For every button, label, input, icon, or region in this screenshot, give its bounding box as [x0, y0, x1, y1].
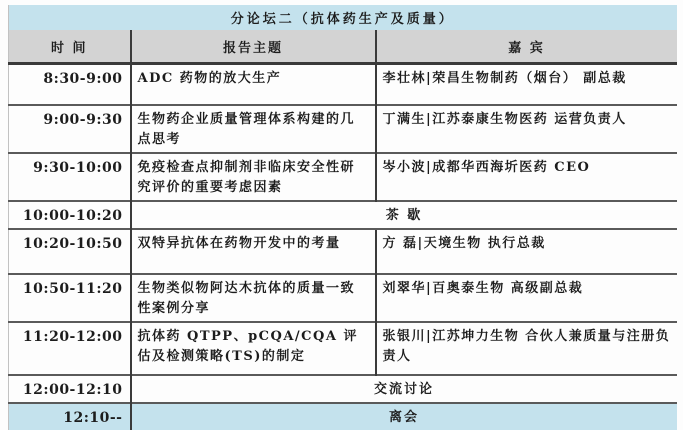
forum-title: 分论坛二（抗体药生产及质量）	[9, 5, 677, 30]
time-cell: 10:00-10:20	[9, 201, 131, 229]
topic-cell: 生物类似物阿达木抗体的质量一致性案例分享	[131, 274, 376, 322]
table-row	[9, 153, 677, 201]
table-row	[9, 322, 677, 375]
agenda-table	[8, 5, 677, 430]
time-cell: 8:30-9:00	[43, 71, 123, 87]
table-row-discussion	[9, 375, 677, 403]
title-row	[9, 5, 677, 30]
time-cell: 10:50-11:20	[9, 274, 131, 322]
time-cell: 10:20-10:50	[9, 229, 131, 274]
table-row	[9, 105, 677, 153]
break-cell: 茶 歇	[131, 201, 677, 229]
guest-cell: 丁满生|江苏泰康生物医药 运营负责人	[376, 105, 677, 153]
guest-cell: 方 磊|天境生物 执行总裁	[376, 229, 677, 274]
guest-cell: 李壮林|荣昌生物制药（烟台） 副总裁	[376, 64, 677, 105]
column-header-topic: 报告主题	[131, 30, 376, 64]
time-cell: 12:10--	[9, 403, 131, 430]
time-cell: 9:30-10:00	[9, 153, 131, 201]
table-row	[9, 229, 677, 274]
guest-cell: 岑小波|成都华西海圻医药 CEO	[376, 153, 677, 201]
discussion-cell: 交流讨论	[131, 375, 677, 403]
topic-cell: 双特异抗体在药物开发中的考量	[131, 229, 376, 274]
guest-cell: 张银川|江苏坤力生物 合伙人兼质量与注册负责人	[376, 322, 677, 375]
guest-cell: 刘翠华|百奥泰生物 高级副总裁	[376, 274, 677, 322]
column-header-row	[9, 30, 677, 64]
topic-cell: 生物药企业质量管理体系构建的几点思考	[131, 105, 376, 153]
table-row-closing	[9, 403, 677, 430]
table-row-break	[9, 201, 677, 229]
closing-cell: 离会	[131, 403, 677, 430]
column-header-time: 时 间	[9, 30, 131, 64]
topic-cell: ADC 药物的放大生产	[131, 64, 376, 105]
time-cell: 12:00-12:10	[9, 375, 131, 403]
topic-cell: 抗体药 QTPP、pCQA/CQA 评估及检测策略(TS)的制定	[131, 322, 376, 375]
column-header-guest: 嘉 宾	[376, 30, 677, 64]
table-row	[9, 274, 677, 322]
time-cell: 11:20-12:00	[9, 322, 131, 375]
table-row	[9, 64, 677, 105]
time-cell: 9:00-9:30	[9, 105, 131, 153]
topic-cell: 免疫检查点抑制剂非临床安全性研究评价的重要考虑因素	[131, 153, 376, 201]
